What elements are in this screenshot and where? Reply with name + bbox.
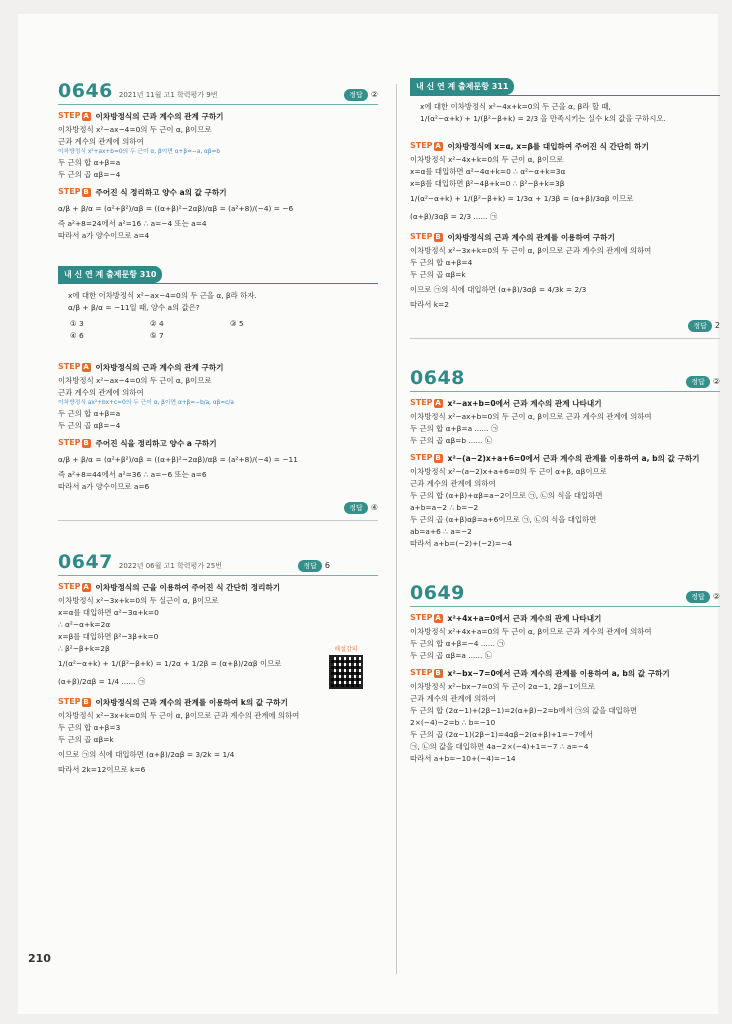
right-column [410, 74, 720, 765]
solution-line: 따라서 a+b=(−2)+(−2)=−4 [410, 539, 512, 548]
qr-code[interactable] [326, 644, 366, 690]
linked-problem-tag: 내 신 연 계 출제문항 311 [410, 78, 514, 95]
problem-text: x에 대한 이차방정식 x²−ax−4=0의 두 근을 α, β라 하자. [68, 291, 257, 300]
solution-line: 이차방정식 x²−ax−4=0의 두 근이 α, β이므로 [58, 125, 212, 134]
solution-line: 두 근의 합 α+β=a [58, 158, 121, 167]
solution-line: 이차방정식 x²−4x+k=0의 두 근이 α, β이므로 [410, 155, 564, 164]
solution-line: 근과 계수의 관계에 의하여 [58, 388, 144, 397]
problem-0646 [58, 80, 378, 242]
step-a-heading: STEP A x²−ax+b=0에서 근과 계수의 관계 나타내기 [410, 398, 602, 408]
problem-number: 0647 [58, 551, 113, 573]
step-b-heading: STEP B x²−bx−7=0에서 근과 계수의 관계를 이용하여 a, b의 값 구하기 [410, 668, 670, 678]
solution-line: 두 근의 합 α+β=4 [410, 258, 473, 267]
step-a-heading: STEP A 이차방정식에 x=α, x=β를 대입하여 주어진 식 간단히 하기 [410, 141, 649, 151]
solution-line: 따라서 k=2 [410, 300, 449, 309]
solution-line: x=α를 대입하면 α²−3α+k=0 [58, 608, 159, 617]
answer-badge: 정답 [688, 320, 712, 332]
answer-value: ② [712, 376, 720, 386]
solution-line: 이차방정식 x²+4x+a=0의 두 근이 α, β이므로 근과 계수의 관계에 의하여 [410, 627, 652, 636]
answer-value: ② [370, 89, 378, 99]
solution-line: 따라서 a+b=−10+(−4)=−14 [410, 754, 516, 763]
solution-line: 근과 계수의 관계에 의하여 [410, 479, 496, 488]
answer-badge: 정답 [686, 376, 710, 388]
page-number: 210 [28, 952, 51, 965]
solution-line: 두 근의 합 α+β=3 [58, 723, 121, 732]
problem-source: 2021년 11월 고1 학력평가 9번 [118, 91, 218, 99]
problem-0646-header [58, 80, 378, 105]
solution-line: 두 근의 곱 αβ=k [410, 270, 466, 279]
choice[interactable]: ③ 5 [230, 319, 244, 328]
solution-line: α/β + β/α = (α²+β²)/αβ = ((α+β)²−2αβ)/αβ = (a²+8)/(−4) = −11 [58, 455, 298, 464]
solution-line: 이차방정식 x²−ax−4=0의 두 근이 α, β이므로 [58, 376, 212, 385]
solution-line: 이차방정식 x²−3x+k=0의 두 근이 α, β이므로 근과 계수의 관계에 의하여 [58, 711, 300, 720]
solution-line: 두 근의 곱 αβ=−4 [58, 421, 121, 430]
column-divider [396, 84, 397, 974]
solution-line: 두 근의 합 α+β=a ...... ㉠ [410, 424, 499, 433]
choice[interactable]: ⑤ 7 [150, 331, 164, 340]
answer-value: ④ [370, 503, 378, 512]
problem-number: 0649 [410, 582, 465, 604]
solution-line: α/β + β/α = (α²+β²)/αβ = ((α+β)²−2αβ)/αβ = (a²+8)/(−4) = −6 [58, 204, 294, 213]
problem-source: 2022년 06월 고1 학력평가 25번 [118, 562, 222, 570]
answer-value: ② [712, 591, 720, 601]
problem-0648 [410, 367, 720, 550]
solution-line: 두 근의 합 (2α−1)+(2β−1)=2(α+β)−2=b에서 ㉠의 값을 대입하면 [410, 706, 638, 715]
problem-0649-header [410, 582, 720, 607]
hint-line: 이차방정식 x²+ax+b=0의 두 근이 α, β이면 α+β=−a, αβ=b [58, 149, 221, 155]
solution-line: 이차방정식 x²−(a−2)x+a+6=0의 두 근이 α+β, αβ이므로 [410, 467, 607, 476]
solution-line: a+b=a−2 ∴ b=−2 [410, 503, 479, 512]
step-a-heading: STEP A 이차방정식의 근을 이용하여 주어진 식 간단히 정리하기 [58, 582, 281, 592]
solution-line: 이차방정식 x²−ax+b=0의 두 근이 α, β이므로 근과 계수의 관계에 의하여 [410, 412, 652, 421]
solution-line: 두 근의 합 α+β=−4 ...... ㉠ [410, 639, 505, 648]
step-b-heading: STEP B 이차방정식의 근과 계수의 관계를 이용하여 k의 값 구하기 [58, 697, 288, 707]
solution-line: 두 근의 곱 (α+β)αβ=a+6이므로 ㉠, ㉡의 식을 대입하면 [410, 515, 597, 524]
solution-line: ∴ α²−α+k=2α [58, 620, 111, 629]
step-a-heading: STEP A 이차방정식의 근과 계수의 관계 구하기 [58, 362, 224, 372]
problem-text: α/β + β/α = −11일 때, 양수 a의 값은? [68, 303, 200, 312]
solution-line: 1/(α²−α+k) + 1/(β²−β+k) = 1/3α + 1/3β = (α+β)/3αβ 이므로 [410, 194, 634, 203]
solution-line: 즉 a²+8=24에서 a²=16 ∴ a=−4 또는 a=4 [58, 219, 207, 228]
problem-0647-header [58, 551, 378, 576]
linked-problem-311 [410, 74, 720, 339]
solution-line: 두 근의 합 α+β=a [58, 409, 121, 418]
solution-line: 두 근의 곱 αβ=k [58, 735, 114, 744]
linked-problem-310 [58, 262, 378, 521]
problem-0649 [410, 582, 720, 765]
solution-line: 따라서 2k=12이므로 k=6 [58, 765, 146, 774]
solution-line: (α+β)/3αβ = 2/3 ...... ㉠ [410, 212, 498, 221]
choice[interactable]: ④ 6 [70, 331, 84, 340]
solution-line: ㉠, ㉡의 값을 대입하면 4a−2×(−4)+1=−7 ∴ a=−4 [410, 742, 589, 751]
solution-line: 이차방정식 x²−3x+k=0의 두 실근이 α, β이므로 [58, 596, 219, 605]
solution-line: x=β를 대입하면 β²−3β+k=0 [58, 632, 159, 641]
solution-line: 이므로 ㉠의 식에 대입하면 (α+β)/3αβ = 4/3k = 2/3 [410, 285, 587, 294]
solution-line: 두 근의 곱 (2α−1)(2β−1)=4αβ−2(α+β)+1=−7에서 [410, 730, 594, 739]
solution-line: 따라서 a가 양수이므로 a=4 [58, 231, 150, 240]
solution-line: 두 근의 곱 αβ=a ...... ㉡ [410, 651, 493, 660]
problem-text: x에 대한 이차방정식 x²−4x+k=0의 두 근을 α, β라 할 때, [420, 102, 611, 111]
problem-number: 0646 [58, 80, 113, 102]
page [18, 14, 718, 1014]
step-b-heading: STEP B x²−(a−2)x+a+6=0에서 근과 계수의 관계를 이용하여 a, b의 값 구하기 [410, 453, 700, 463]
answer-value: 2 [714, 321, 720, 330]
solution-line: 두 근의 곱 αβ=−4 [58, 170, 121, 179]
answer-value: 6 [324, 560, 330, 570]
solution-line: ∴ β²−β+k=2β [58, 644, 110, 653]
answer-badge: 정답 [686, 591, 710, 603]
solution-line: x=β를 대입하면 β²−4β+k=0 ∴ β²−β+k=3β [410, 179, 565, 188]
step-a-heading: STEP A 이차방정식의 근과 계수의 관계 구하기 [58, 111, 224, 121]
step-b-heading: STEP B 주어진 식을 정리하고 양수 a 구하기 [58, 438, 217, 448]
solution-line: 두 근의 합 (α+β)+αβ=a−2이므로 ㉠, ㉡의 식을 대입하면 [410, 491, 603, 500]
solution-line: 근과 계수의 관계에 의하여 [410, 694, 496, 703]
solution-line: 따라서 a가 양수이므로 a=6 [58, 482, 150, 491]
solution-line: x=α를 대입하면 α²−4α+k=0 ∴ α²−α+k=3α [410, 167, 566, 176]
solution-line: 즉 a²+8=44에서 a²=36 ∴ a=−6 또는 a=6 [58, 470, 207, 479]
solution-line: 근과 계수의 관계에 의하여 [58, 137, 144, 146]
hint-line: 이차방정식 ax²+bx+c=0의 두 근이 α, β이면 α+β=−b/a, αβ=c/a [58, 400, 234, 406]
choice[interactable]: ② 4 [150, 319, 164, 328]
step-b-heading: STEP B 이차방정식의 근과 계수의 관계를 이용하여 구하기 [410, 232, 615, 242]
solution-line: 이차방정식 x²−3x+k=0의 두 근이 α, β이므로 근과 계수의 관계에 의하여 [410, 246, 652, 255]
qr-code-icon [329, 655, 363, 689]
choice[interactable]: ① 3 [70, 319, 84, 328]
choices [58, 318, 378, 342]
qr-label: 해설강의 [334, 646, 358, 653]
problem-0648-header [410, 367, 720, 392]
solution-line: (α+β)/2αβ = 1/4 ...... ㉠ [58, 677, 146, 686]
answer-badge: 정답 [344, 89, 368, 101]
step-a-heading: STEP A x²+4x+a=0에서 근과 계수의 관계 나타내기 [410, 613, 602, 623]
solution-line: 이차방정식 x²−bx−7=0의 두 근이 2α−1, 2β−1이므로 [410, 682, 595, 691]
answer-badge: 정답 [344, 502, 368, 514]
problem-number: 0648 [410, 367, 465, 389]
solution-line: ab=a+6 ∴ a=−2 [410, 527, 472, 536]
solution-line: 이므로 ㉠의 식에 대입하면 (α+β)/2αβ = 3/2k = 1/4 [58, 750, 235, 759]
problem-text: 1/(α²−α+k) + 1/(β²−β+k) = 2/3 을 만족시키는 실수 k의 값을 구하시오. [420, 114, 666, 123]
step-b-heading: STEP B 주어진 식 정리하고 양수 a의 값 구하기 [58, 187, 227, 197]
linked-problem-tag: 내 신 연 계 출제문항 310 [58, 266, 162, 283]
answer-badge: 정답 [298, 560, 322, 572]
solution-line: 두 근의 곱 αβ=b ...... ㉡ [410, 436, 493, 445]
solution-line: 1/(α²−α+k) + 1/(β²−β+k) = 1/2α + 1/2β = (α+β)/2αβ 이므로 [58, 659, 282, 668]
solution-line: 2×(−4)−2=b ∴ b=−10 [410, 718, 496, 727]
